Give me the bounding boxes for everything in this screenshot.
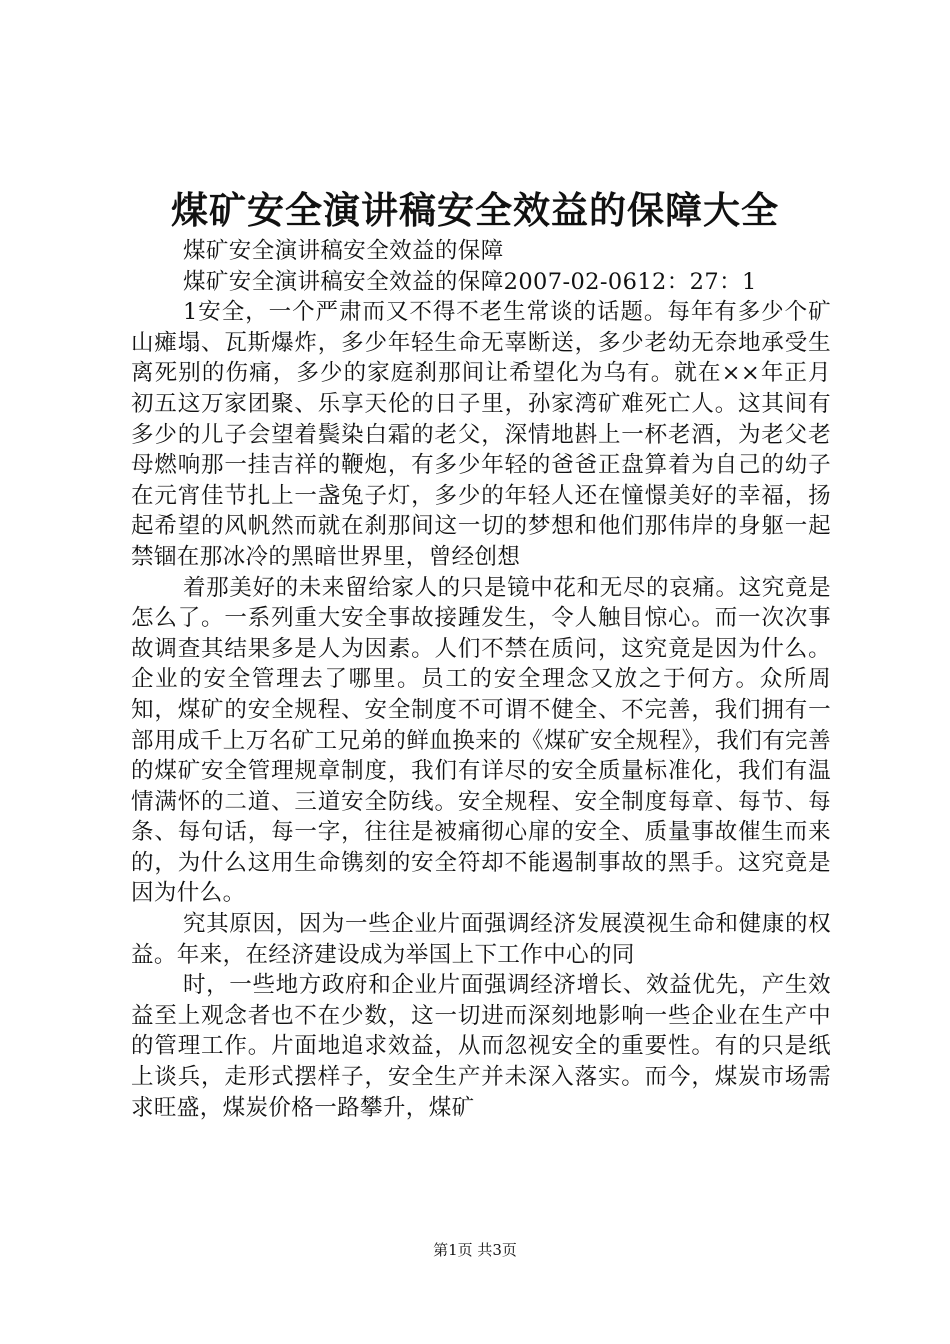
paragraph-body: 究其原因，因为一些企业片面强调经济发展漠视生命和健康的权益。年来，在经济建设成为举国上下工作中心的同 <box>131 911 831 968</box>
page-number-footer: 第1页 共3页 <box>433 1241 517 1259</box>
paragraph-body: 时，一些地方政府和企业片面强调经济增长、效益优先，产生效益至上观念者也不在少数，这一切进而深刻地影响一些企业在生产中的管理工作。片面地追求效益，从而忽视安全的重要性。有的只是纸上谈兵，走形式摆样子，安全生产并未深入落实。而今，煤炭市场需求旺盛，煤炭价格一路攀升，煤矿 <box>131 972 831 1121</box>
paragraph-dateline: 煤矿安全演讲稿安全效益的保障2007-02-0612：27：1 <box>183 268 757 295</box>
page-title: 煤矿安全演讲稿安全效益的保障大全 <box>171 188 779 232</box>
paragraph-subtitle: 煤矿安全演讲稿安全效益的保障 <box>183 238 504 264</box>
paragraph-body: 1安全，一个严肃而又不得不老生常谈的话题。每年有多少个矿山瘫塌、瓦斯爆炸，多少年轻生命无辜断送，多少老幼无奈地承受生离死别的伤痛，多少的家庭刹那间让希望化为乌有。就在××年正月初五这万家团聚、乐享天伦的日子里，孙家湾矿难死亡人。这其间有多少的儿子会望着鬓染白霜的老父，深情地斟上一杯老酒，为老父老母燃响那一挂吉祥的鞭炮，有多少年轻的爸爸正盘算着为自己的幼子在元宵佳节扎上一盏兔子灯，多少的年轻人还在憧憬美好的幸福，扬起希望的风帆然而就在刹那间这一切的梦想和他们那伟岸的身躯一起禁锢在那冰冷的黑暗世界里，曾经创想 <box>131 299 831 570</box>
paragraph-body: 着那美好的未来留给家人的只是镜中花和无尽的哀痛。这究竟是怎么了。一系列重大安全事故接踵发生，令人触目惊心。而一次次事故调查其结果多是人为因素。人们不禁在质问，这究竟是因为什么。企业的安全管理去了哪里。员工的安全理念又放之于何方。众所周知，煤矿的安全规程、安全制度不可谓不健全、不完善，我们拥有一部用成千上万名矿工兄弟的鲜血换来的《煤矿安全规程》，我们有完善的煤矿安全管理规章制度，我们有详尽的安全质量标准化，我们有温情满怀的二道、三道安全防线。安全规程、安全制度每章、每节、每条、每句话，每一字，往往是被痛彻心扉的安全、质量事故催生而来的，为什么这用生命镌刻的安全符却不能遏制事故的黑手。这究竟是因为什么。 <box>131 574 831 907</box>
document-body <box>131 236 831 1123</box>
